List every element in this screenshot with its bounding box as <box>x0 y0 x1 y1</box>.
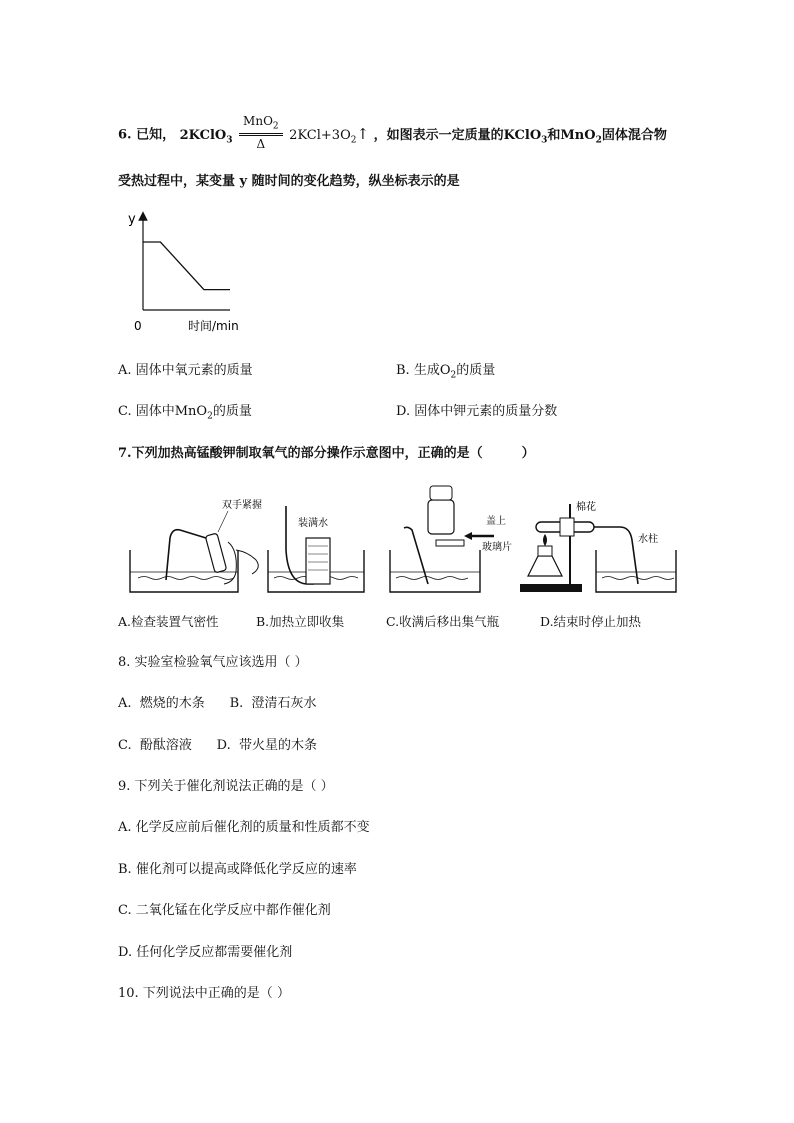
q6-graph-origin-label: 0 <box>134 319 142 333</box>
q6-graph-curve <box>143 242 230 290</box>
q6-option-a: A. 固体中氧元素的质量 <box>118 363 253 378</box>
q7-label-cover: 盖上 <box>486 516 506 527</box>
q9-option-d: D. 任何化学反应都需要催化剂 <box>118 945 293 960</box>
q7-figure-c <box>390 486 512 592</box>
q9-option-b: B. 催化剂可以提高或降低化学反应的速率 <box>118 862 357 877</box>
q7-caption-b: B.加热立即收集 <box>256 614 345 629</box>
q6-stem-text: ，如图表示一定质量的KClO$_3$和MnO$_2$固体混合物 <box>373 127 667 146</box>
q6-graph-x-label: 时间/min <box>188 319 239 333</box>
q8-stem: 8. 实验室检验氧气应该选用（ ） <box>118 655 308 670</box>
q6-reaction-condition: $\frac{MnO_2}{\Delta}$ <box>239 114 283 152</box>
q6-graph <box>118 206 258 336</box>
q7-caption-c: C.收满后移出集气瓶 <box>386 614 500 629</box>
q6-stem-line2: 受热过程中，某变量 y 随时间的变化趋势，纵坐标表示的是 <box>118 174 460 189</box>
q7-figure-b <box>268 506 364 592</box>
q7-label-water-column: 水柱 <box>638 534 658 545</box>
q9-option-a: A. 化学反应前后催化剂的质量和性质都不变 <box>118 820 370 835</box>
q9-stem: 9. 下列关于催化剂说法正确的是（ ） <box>118 779 334 794</box>
q7-label-hands: 双手紧握 <box>222 500 262 511</box>
q7-caption-d: D.结束时停止加热 <box>540 614 642 629</box>
q6-option-c: C. 固体中MnO$_2$的质量 <box>118 404 252 422</box>
q6-reactant: 2KClO$_3$ <box>179 127 233 146</box>
q6-graph-y-label: y <box>128 212 136 227</box>
q6-stem-line1 <box>118 116 667 154</box>
q7-apparatus-figure <box>118 480 678 610</box>
q7-label-cotton: 棉花 <box>576 502 596 513</box>
q7-figure-a <box>130 498 262 592</box>
q7-figure-d <box>520 500 676 592</box>
q9-option-c: C. 二氧化锰在化学反应中都作催化剂 <box>118 903 331 918</box>
q6-option-d: D. 固体中钾元素的质量分数 <box>396 404 558 419</box>
q7-label-glass: 玻璃片 <box>482 542 512 553</box>
q6-product: $2KCl+3O_2↑$ <box>289 124 370 146</box>
q10-stem: 10. 下列说法中正确的是（ ） <box>118 986 290 1001</box>
q7-label-full-water: 装满水 <box>298 518 328 529</box>
q8-options-ab: A. 燃烧的木条 B. 澄清石灰水 <box>118 696 317 711</box>
q8-options-cd: C. 酚酞溶液 D. 带火星的木条 <box>118 738 318 753</box>
q7-stem: 7.下列加热高锰酸钾制取氧气的部分操作示意图中，正确的是（ ） <box>118 446 535 461</box>
q6-option-b: B. 生成$O_2$的质量 <box>396 363 496 381</box>
q6-prefix: 6. 已知， <box>118 127 176 143</box>
q7-caption-a: A.检查装置气密性 <box>118 614 219 629</box>
